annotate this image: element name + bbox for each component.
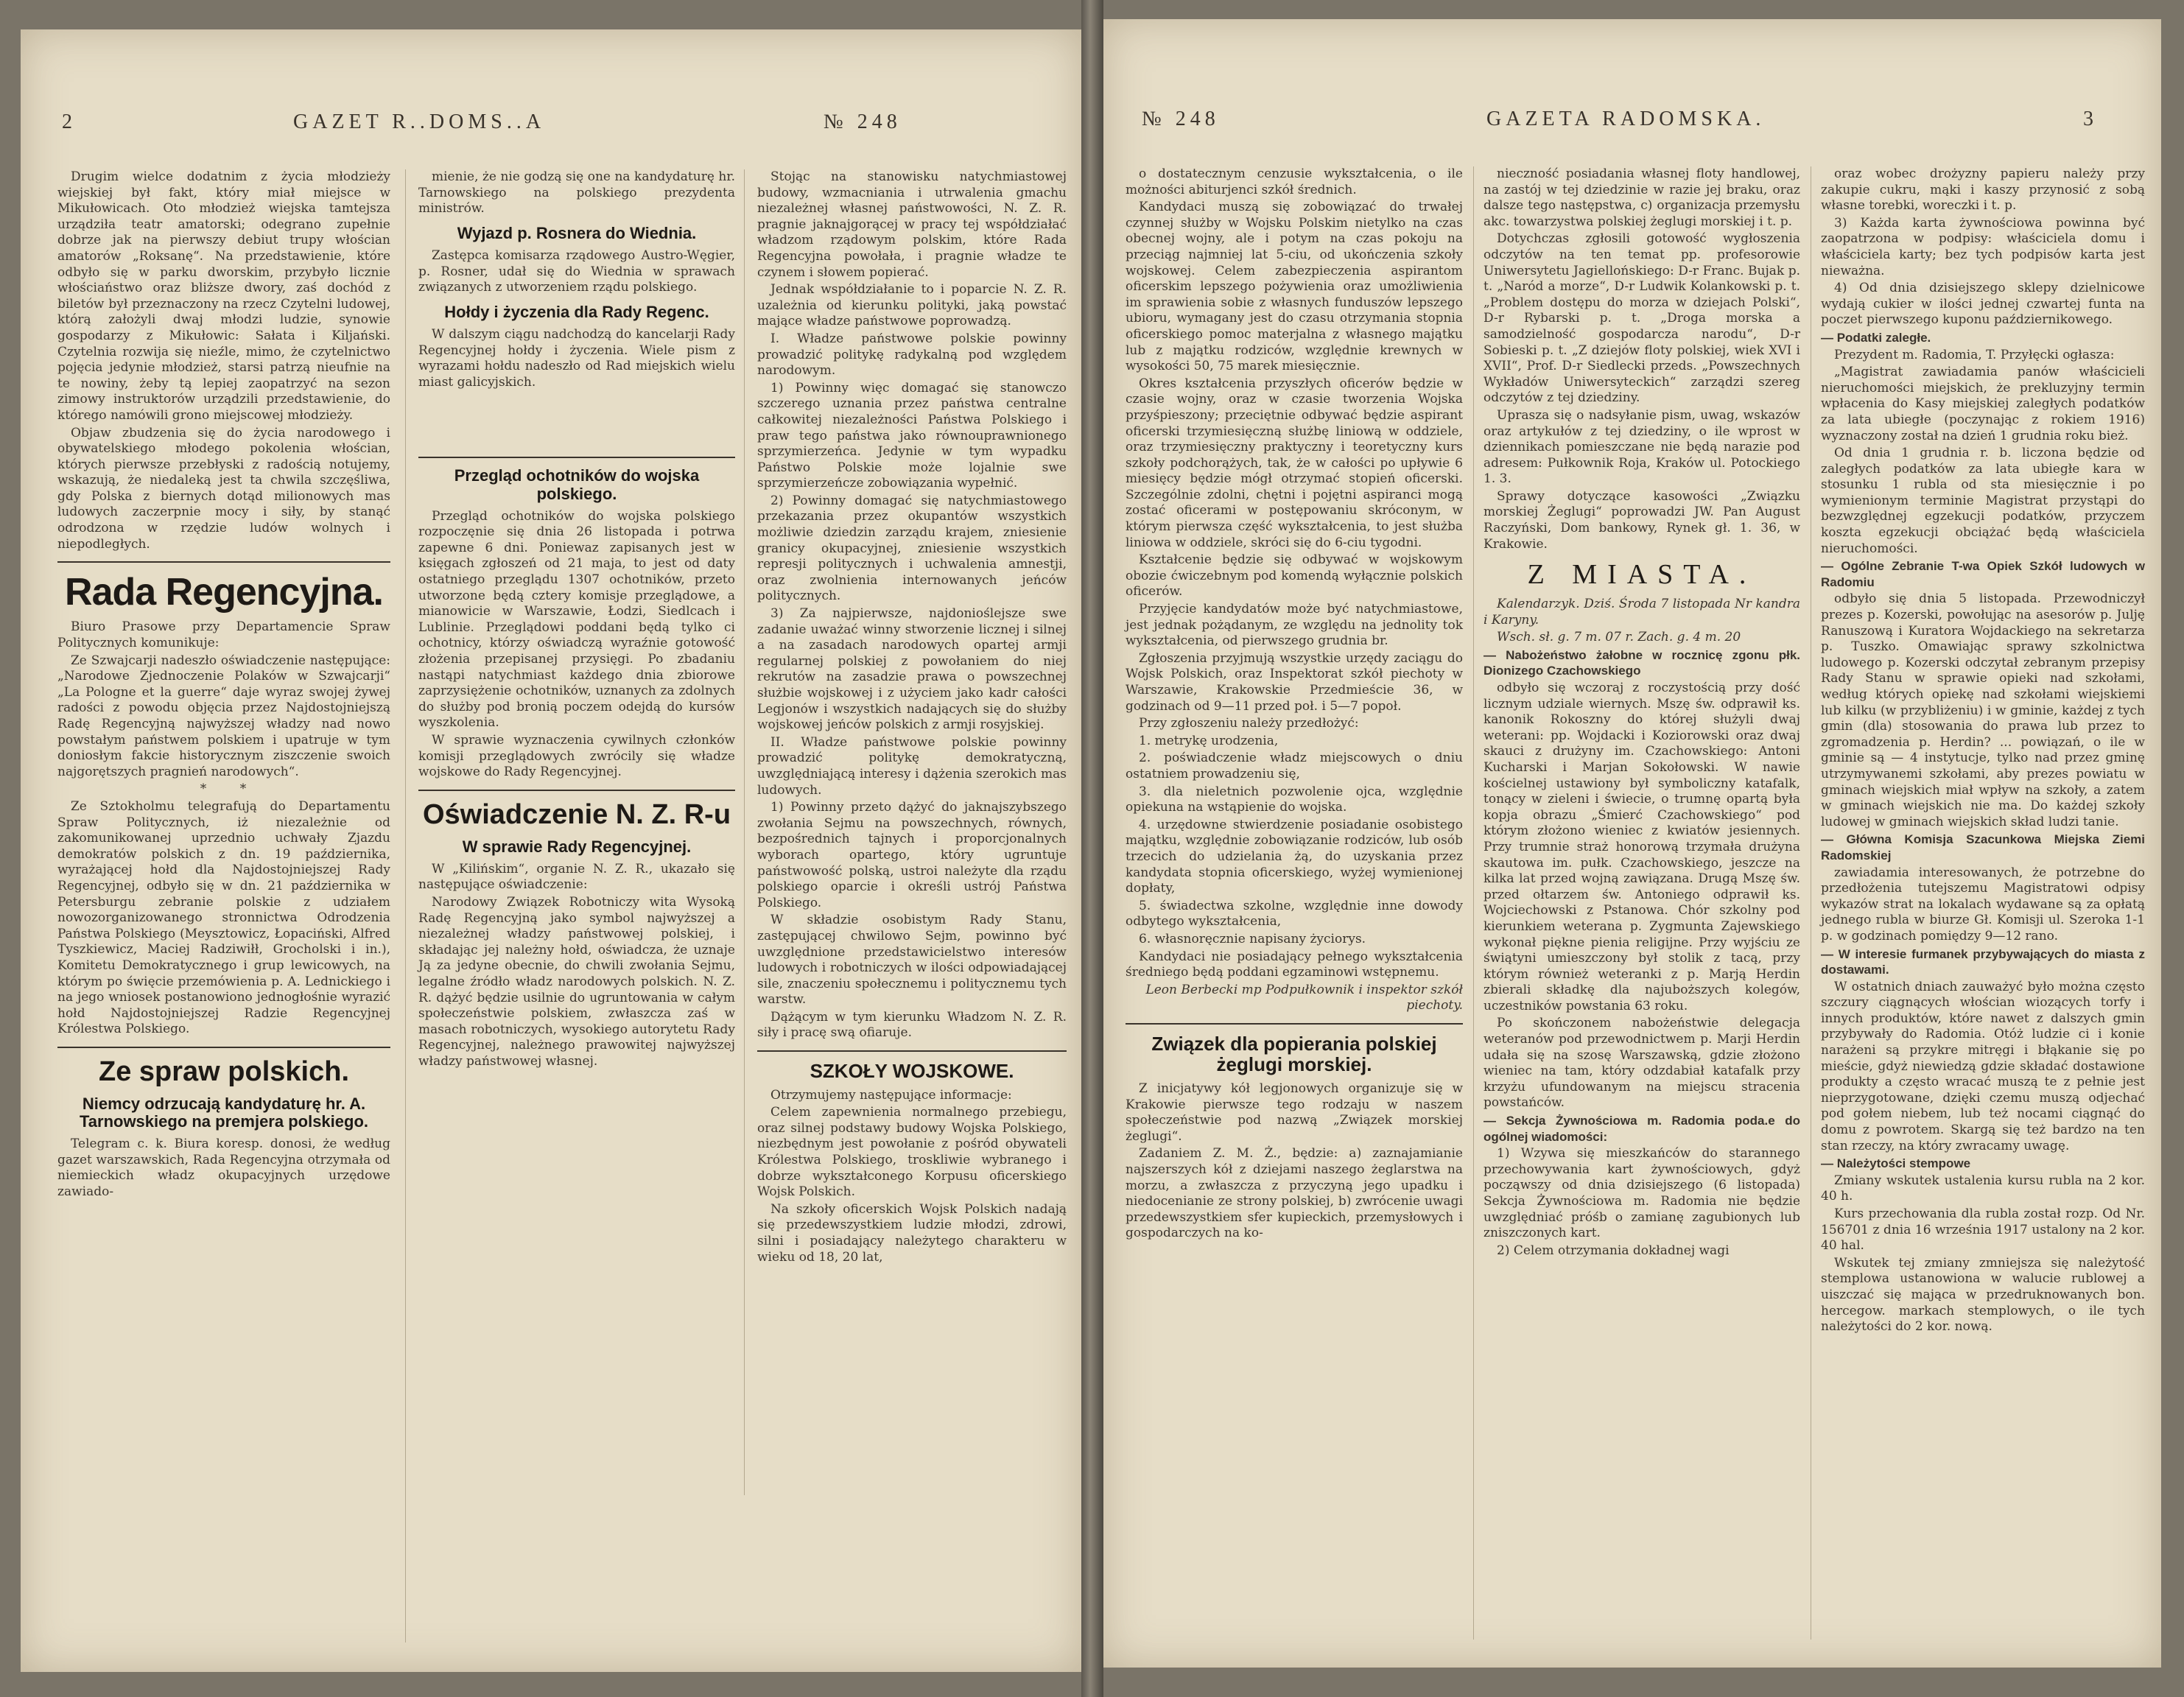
paragraph: W składzie osobistym Rady Stanu, zastępującej chwilowo Sejm, powinno być uwzględnione przedstawicielstwo interesów ludowych i robotniczych w ilości odpowiadającej sile, znaczeniu społecznemu i politycznemu tych warstw. xyxy=(757,913,1067,1008)
headline-spraw: Ze spraw polskich. xyxy=(99,1055,349,1087)
headline-oswiadczenie: Oświadczenie N. Z. R-u xyxy=(422,798,731,830)
headline-miasta: Z MIASTA. xyxy=(1527,559,1757,591)
paragraph: Biuro Prasowe przy Departamencie Spraw Politycznych komunikuje: xyxy=(57,619,390,651)
paragraph: o dostatecznym cenzusie wykształcenia, o ile możności abiturjenci szkół średnich. xyxy=(1126,166,1463,197)
paragraph: Otrzymujemy następujące informacje: xyxy=(770,1087,1012,1103)
paragraph: Kandydaci nie posiadający pełnego wykształcenia średniego będą poddani egzaminowi wstępnemu. xyxy=(1126,949,1463,980)
subheadline-furmanki: — W interesie furmanek przybywających do miasta z dostawami. xyxy=(1821,946,2145,977)
paragraph: Okres kształcenia przyszłych oficerów będzie w czasie wojny, oraz w czasie tworzenia Wojska przyśpieszony; przeciętnie odbywać będzie aspirant oficerski trzymiesięczną służbę liniową w oddziele, oraz trzymiesięczny praktyczny i teoretyczny kurs szkoły podchorążych, tak, że w całości po upływie 6 miesięcy będzie mógł otrzymać stopień oficerski. Szczególnie zdolni, chętni i pojętni aspiranci mogą zostać oficerami w postępowaniu skróconym, w którym pierwsza część wykształcenia, to jest służba liniowa w oddziele, skróci się do 6-ciu tygodni. xyxy=(1126,376,1463,550)
paragraph: Zgłoszenia przyjmują wszystkie urzędy zaciągu do Wojsk Polskich, oraz Inspektorat szkół piechoty w Warszawie, Krakowskie Przedmieście 36, w godzinach od 9—11 przed poł. i 5—7 popoł. xyxy=(1126,650,1463,714)
paragraph: Zastępca komisarza rządowego Austro-Węgier, p. Rosner, udał się do Wiednia w sprawach związanych z utworzeniem rządu polskiego. xyxy=(418,247,735,295)
paragraph: Celem zapewnienia normalnego przebiegu, oraz silnej podstawy budowy Wojska Polskiego, niezbędnym jest powołanie z pośród obywateli Królestwa Polskiego, troskliwie wybranego i dobrze wykształconego Korpusu oficerskiego Wojsk Polskich. xyxy=(757,1105,1067,1200)
column-divider xyxy=(1473,166,1474,1640)
column-divider xyxy=(405,169,406,1642)
column-divider xyxy=(744,169,745,1495)
headline-zwiazek: Związek dla popierania polskiej żeglugi morskiej. xyxy=(1151,1032,1437,1076)
paragraph: Jednak współdziałanie to i poparcie N. Z. R. uzależnia od kierunku polityki, jaką powstać mające władze państwowe poprowadzą. xyxy=(757,282,1067,329)
paragraph: W sprawie wyznaczenia cywilnych członków komisji przeglądowych zwrócily się władze wojskowe do Rady Regencyjnej. xyxy=(418,733,735,780)
headline-holdy: Hołdy i życzenia dla Rady Regenc. xyxy=(444,302,709,321)
paragraph: I. Władze państwowe polskie powinny prowadzić politykę radykalną pod względem narodowym. xyxy=(757,331,1067,379)
headline-rosner: Wyjazd p. Rosnera do Wiednia. xyxy=(457,223,697,242)
right-page xyxy=(1103,19,2161,1668)
paragraph: Sprawy dotyczące kasowości „Związku morskiej Żeglugi“ poprowadzi JW. Pan August Raczyński, Dom bankowy, Rynek gł. 1. 36, w Krakowie. xyxy=(1483,488,1800,552)
paragraph: Od dnia 1 grudnia r. b. liczona będzie od zaległych podatków za lata ubiegłe kara w stosunku 1 rubla od sta miesięcznie i po wymienionym terminie Magistrat przystąpi do bezwzględnej egzekucji podatków, przyczem koszta egzekucji obciążać będą właściciela nieruchomości. xyxy=(1821,446,2145,556)
paragraph: Z inicjatywy kół legjonowych organizuje się w Krakowie pierwsze tego rodzaju w naszem społeczeństwie pod nazwą „Związek morskiej żeglugi“. xyxy=(1126,1081,1463,1144)
paragraph: Drugim wielce dodatnim z życia młodzieży wiejskiej był fakt, który miał miejsce w Mikułowicach. Oto młodzież wiejska tamtejsza urządziła teatr amatorski; odegrano zupełnie dobrze jak na pierwszy debiut trupy włościan amatorów „Roksanę“. Na przedstawienie, które odbyło się w parku dworskim, przybyło licznie włościaństwo oraz bliższe dwory, zaś dochód z biletów był przeznaczony na rzecz Czytelni ludowej, którą założyli dwaj młodzi ludzie, synowie gospodarzy z Mikułowic: Sałata i Kiljański. Czytelnia rozwija się nieźle, mimo, że czytelnictwo pojęcia jedynie młodzież, starsi patrzą nieufnie na te nowiny, żeby tą lepiej zaopatrzyć na sezon zimowy instruktorów urządzili przedstawienie, do którego namówili grono miejscowej młodzieży. xyxy=(57,169,390,423)
calendar-line: Kalendarzyk. Dziś. Środa 7 listopada Nr kandra i Karyny. xyxy=(1483,597,1800,628)
signature: Leon Berbecki mp Podpułkownik i inspektor szkół piechoty. xyxy=(1145,982,1463,1013)
paragraph: Kształcenie będzie się odbywać w wojskowym obozie ćwiczebnym pod komendą wyłącznie polskich oficerów. xyxy=(1126,552,1463,600)
paragraph: 1) Wzywa się mieszkańców do starannego przechowywania kart żywnościowych, gdyż począwszy od dnia dzisiejszego (6 listopada) Sekcja Żywnościowa m. Radomia nie będzie uwzględniać próśb o zamianę zagubionych lub zniszczonych kart. xyxy=(1483,1146,1800,1241)
paragraph: Objaw zbudzenia się do życia narodowego i obywatelskiego młodego pokolenia włościan, których pierwsze przebłyski z radością notujemy, wskazują, że niedaleką jest ta chwila szczęśliwa, gdy Polska z biernych dotąd milionowych mas ludowych zaczerpnie mocy i siły, by stanąć odrodzona w rzędzie ludów wolnych i niepodległych. xyxy=(57,425,390,552)
paragraph: Na szkoły oficerskich Wojsk Polskich nadają się przedewszystkiem ludzie młodzi, zdrowi, silni i posiadający należytego charakteru w wieku od 18, 20 lat, xyxy=(757,1201,1067,1265)
column-2 xyxy=(1483,166,1800,1260)
paragraph: Po skończonem nabożeństwie delegacja weteranów pod przewodnictwem p. Marji Herdin udała się na szosę Warszawską, gdzie złożono wieniec na tam, który odzdabiał katafalk przy krzyżu ufundowanym na miejscu stracenia powstańców. xyxy=(1483,1016,1800,1111)
paragraph: 2. poświadczenie władz miejscowych o dniu ostatniem prowadzeniu się, xyxy=(1126,751,1463,781)
paragraph: zawiadamia interesowanych, że potrzebne do przedłożenia tutejszemu Magistratowi odpisy wykazów strat na lokalach wydawane są za opłatą jednego rubla w biurze Gł. Komisji ul. Szeroka 1-1 p. w godzinach pomiędzy 9—12 rano. xyxy=(1821,865,2145,944)
divider xyxy=(757,1050,1067,1052)
divider xyxy=(418,457,735,458)
paragraph: Prezydent m. Radomia, T. Przyłęcki ogłasza: xyxy=(1834,347,2115,362)
divider xyxy=(57,561,390,563)
subheadline-niemcy: Niemcy odrzucają kandydaturę hr. A. Tarnowskiego na premjera polskiego. xyxy=(79,1094,369,1131)
divider xyxy=(1126,1023,1463,1025)
paragraph: Telegram c. k. Biura koresp. donosi, że według gazet warszawskich, Rada Regencyjna otrzymała od niemieckich władz okupacyjnych urzędowe zawiado- xyxy=(57,1136,390,1199)
paragraph: nieczność posiadania własnej floty handlowej, na zastój w tej dziedzinie w razie jej braku, oraz dalsze tego następstwa, c) organizacja przemysłu akc. towarzystwa polskiej żeglugi morskiej i t. p. xyxy=(1483,166,1800,229)
masthead: GAZETA RADOMSKA. xyxy=(1486,108,1766,130)
subheadline-nabozenstwo: — Nabożeństwo żałobne w rocznicę zgonu płk. Dionizego Czachowskiego xyxy=(1483,647,1800,678)
separator-stars: * * xyxy=(200,781,261,797)
paragraph: Zmiany wskutek ustalenia kursu rubla na 2 kor. 40 h. xyxy=(1821,1173,2145,1204)
column-1 xyxy=(1126,166,1463,1243)
paragraph: Uprasza się o nadsyłanie pism, uwag, wskazów oraz artykułów z tej dziedziny, o ile wprost w dziennikach pomieszczane nie będą narazie pod adresem: Pułkownik Roja, Kraków ul. Potockiego 1. 3. xyxy=(1483,407,1800,487)
paragraph: odbyło się wczoraj z roczystością przy dość licznym udziale wiernych. Mszę św. odprawił ks. kanonik Rokoszny do której służyli dwaj weterani: pp. Wojdacki i Koziorowski oraz dwaj skauci z drużyny im. Czachowskiego: Antoni Kucharski i Marjan Sokołowski. W nawie kościelnej ustawiony był symboliczny katafalk, tonący w zieleni i świecie, o trumnę opartą była kopja obrazu „Śmierć Czachowskiego“ pod którym złożono wieniec z kwiatów jesiennych. Przy trumnie straż honorową trzymała drużyna skautowa im. pułk. Czachowskiego, jeszcze na kilka lat przed wojną zawiązana. Drugą Mszę św. przed ołtarzem św. Antoniego odprawił ks. Wojciechowski z Pstanowa. Chór szkolny pod kierunkiem weterana p. Zygmunta Zajewskiego wykonał piękne pienia religijne. Przy wyjściu ze świątyni umieszczony był stolik z tacą, przy którym również weteranki z p. Marją Herdin zbierali składkę dla najuboższych kolegów, uczestników powstania 63 roku. xyxy=(1483,681,1800,1013)
paragraph: Wskutek tej zmiany zmniejsza się należytość stemplowa ustanowiona w walucie rublowej a uiszczać się mająca w przedruknowanych bon. hercegow. markach stemplowych, o ile tych należytości do 2 kor. nową. xyxy=(1821,1255,2145,1335)
issue-number: № 248 xyxy=(824,110,902,133)
paragraph: 3. dla nieletnich pozwolenie ojca, względnie opiekuna na wstąpienie do wojska. xyxy=(1126,784,1463,815)
subheadline-komisja: — Główna Komisja Szacunkowa Miejska Ziemi Radomskiej xyxy=(1821,832,2145,862)
sun-times: Wsch. sł. g. 7 m. 07 r. Zach. g. 4 m. 20 xyxy=(1497,630,1741,645)
paragraph: W dalszym ciągu nadchodzą do kancelarji Rady Regencyjnej hołdy i życzenia. Wiele pism z wyrazami hołdu nadeszło od Rad miejskich wielu miast galicyjskich. xyxy=(418,326,735,390)
paragraph: Ze Sztokholmu telegrafują do Departamentu Spraw Politycznych, iż niezależnie od zakomunikowanej uprzednio uchwały Zjazdu demokratów polskich z dn. 19 października, wyrażającej hołd dla Najdostojniejszej Rady Regencyjnej, odbyło się w dn. 21 października w Petersburgu zebranie polskie z udziałem nowozorganizowanego stronnictwa Odrodzenia Państwa Polskiego (Meysztowicz, Łopaciński, Alfred Tyszkiewicz, Maciej Radziwiłł, Grocholski i in.), Komitetu Demokratycznego i grup lewicowych, na którym po święcie przemówienia p. A. Lednickiego i na jego wniosek postanowiono jednogłośnie wyrazić hołd Najdostojniejszej Radzie Regencyjnej Królestwa Polskiego. xyxy=(57,798,390,1037)
subheadline-podatki: — Podatki zaległe. xyxy=(1821,330,1931,345)
column-1 xyxy=(57,169,390,1201)
paragraph: II. Władze państwowe polskie powinny prowadzić politykę demokratyczną, uwzględniającą interesy i dążenia szerokich mas ludowych. xyxy=(757,734,1067,798)
paragraph: Dotychczas zgłosili gotowość wygłoszenia odczytów na ten temat pp. profesorowie Uniwersytetu Jagiellońskiego: D-r Franc. Bujak p. t. „Naród a morze“, D-r Ludwik Kolankowski p. t. „Problem dostępu do morza w dziejach Polski“, D-r Rybarski p. t. „Droga morska a samodzielność gospodarcza narodu“, D-r Sobieski p. t. „Z dziejów floty polskiej, wiek XVI i XVII“, Prof. D-r Siedlecki przeds. „Powszechnych Wykładów Uniwersyteckich“ zarządzi szereg odczytów z tej dziedziny. xyxy=(1483,231,1800,406)
book-spine xyxy=(1081,0,1103,1697)
subheadline-ogolne: — Ogólne Zebranie T-wa Opiek Szkół ludowych w Radomiu xyxy=(1821,559,2145,589)
paragraph: 1. metrykę urodzenia, xyxy=(1139,733,1279,748)
paragraph: Kandydaci muszą się zobowiązać do trwałej czynnej służby w Wojsku Polskim nietylko na czas obecnej wojny, ale i potym na czas pokoju na przeciąg najmniej lat 5-ciu, od ukończenia szkoły wojskowej. Celem zabezpieczenia aspirantom oficerskim lepszego pożywienia oraz umożliwienia im sprawienia sobie z własnych funduszów lepszego ubioru, wymagany jest do czasu otrzymania stopnia oficerskiego pomoc materjalna z własnego majątku lub z majątku rodziców, względnie krewnych w wysokości 50, 75 marek miesięcznie. xyxy=(1126,200,1463,374)
paragraph: 2) Celem otrzymania dokładnej wagi xyxy=(1497,1243,1730,1258)
left-page xyxy=(21,29,1081,1672)
paragraph: 4) Od dnia dzisiejszego sklepy dzielnicowe wydają cukier w ilości jednej czwartej funta na poczet pierwszego kuponu październikowego. xyxy=(1821,281,2145,328)
page-number: 2 xyxy=(62,110,77,133)
paragraph: 2) Powinny domagać się natychmiastowego przekazania przez okupantów wszystkich możliwie dziedzin zarządu krajem, zniesienie granicy okupacyjnej, zniesienie wszystkich represji politycznych i uchwalenia amnestji, oraz zwolnienia internowanych jeńców politycznych. xyxy=(757,493,1067,604)
paragraph: Ze Szwajcarji nadeszło oświadczenie następujące: „Narodowe Zjednoczenie Polaków w Szwajcarji“ „La Pologne et la guerre“ daje wyraz swojej żywej radości z powodu objęcia przez Najdostojniejszą Radę Regencyjną najwyższej władzy nad nowo powstałym państwem polskiem i upatruje w tym doniosłym fakcie historycznym ziszczenie swoich najgorętszych pragnień narodowych“. xyxy=(57,653,390,779)
issue-number: № 248 xyxy=(1142,108,1220,130)
paragraph: mienie, że nie godzą się one na kandydaturę hr. Tarnowskiego na polskiego prezydenta ministrów. xyxy=(418,169,735,217)
column-2 xyxy=(418,169,735,1071)
paragraph: 4. urzędowne stwierdzenie posiadanie osobistego majątku, względnie zobowiązanie rodziców, lub osób trzecich do udzielania żą, do uzyskania przez kandydata stopnia oficerskiego, wyżej wymienionej dopłaty, xyxy=(1126,817,1463,896)
paragraph: 1) Powinny przeto dążyć do jaknajszybszego zwołania Sejmu na powszechnych, równych, bezpośrednich tajnych i proporcjonalnych wyborach opartego, który ugruntuje państwowość polską, ustroi należyte dla rządu polskiego oparcie i określi ustrój Państwa Polskiego. xyxy=(757,800,1067,910)
paragraph: 6. własnoręcznie napisany życiorys. xyxy=(1139,931,1366,946)
paragraph: Zadaniem Z. M. Ż., będzie: a) zaznajamianie najszerszych kół z dziejami naszego żeglarstwa na morzu, a zwłaszcza z przyczyną jego upadku i niedocenianie ze strony polskiej, b) zwrócenie uwagi przedewszystkiem sfer kupieckich, przemysłowych i gospodarczych na ko- xyxy=(1126,1146,1463,1241)
paragraph: Stojąc na stanowisku natychmiastowej budowy, wzmacniania i utrwalenia gmachu niezależnej własnej państwowości, N. Z. R. pragnie jaknajgorącej w pracy tej współdziałać władzom rządowym polskim, które Rada Regencyjna powołała, i pragnie władze te czynem i słowem popierać. xyxy=(757,169,1067,280)
paragraph: odbyło się dnia 5 listopada. Przewodniczył prezes p. Kozerski, powołując na asesorów p. Julję Ranuszową i Kuratora Wojdackiego na sekretarza p. Tuszko. Omawiając sprawy szkolnictwa ludowego p. Kozerski odczytał zebranym przepisy Rady Stanu w sprawie opieki nad szkołami, według których opiekę nad szkołami wiejskiemi lub kilku (w przybliżeniu) i w gminie, każdej z tych gmin (dla) stosowania do prawa lub przez to zgromadzenia p. Herdin? ... powiązań, o ile w gminie są — 4 instytucje, tylko nad przez gminę utrzymywanemi szkołami, aby prezes powiatu w gminach wiejskich miał wpływ na szkoły, a zatem w gminach wiejskich nie ma. Do każdej szkoły ludowej w gminach wiejskich skład ludzi tanie. xyxy=(1821,591,2145,829)
subheadline-oswiadczenie: W sprawie Rady Regencyjnej. xyxy=(462,837,692,856)
subheadline-stempel: — Należytości stempowe xyxy=(1821,1156,1971,1171)
paragraph: Przy zgłoszeniu należy przedłożyć: xyxy=(1139,716,1359,731)
headline-rada: Rada Regencyjna. xyxy=(65,571,383,614)
column-3 xyxy=(1821,166,2145,1337)
paragraph: Dążącym w tym kierunku Władzom N. Z. R. siły i pracę swą ofiaruje. xyxy=(757,1009,1067,1041)
paragraph: Przyjęcie kandydatów może być natychmiastowe, jest jednak pożądanym, ze względu na jednolity tok wykształcenia, od pierwszego grudnia br. xyxy=(1126,602,1463,649)
divider xyxy=(418,790,735,791)
paragraph: 5. świadectwa szkolne, względnie inne dowody odbytego wykształcenia, xyxy=(1126,898,1463,930)
column-3 xyxy=(757,169,1067,1267)
paragraph: Kurs przechowania dla rubla został rozp. Od Nr. 156701 z dnia 16 września 1917 ustalony na 2 kor. 40 hal. xyxy=(1821,1206,2145,1254)
headline-szkoly: SZKOŁY WOJSKOWE. xyxy=(810,1060,1014,1083)
page-number: 3 xyxy=(2083,108,2098,130)
subheadline-sekcja: — Sekcja Żywnościowa m. Radomia poda.e do ogólnej wiadomości: xyxy=(1483,1114,1800,1144)
headline-przeglad: Przegląd ochotników do wojska polskiego. xyxy=(454,466,700,503)
paragraph: W „Kilińskim“, organie N. Z. R., ukazało się następujące oświadczenie: xyxy=(418,861,735,893)
paragraph: W ostatnich dniach zauważyć było można często szczury ciągnących włościan wiozących torfy i innych produktów, które nawet z dalszych gmin przybywały do Radomia. Otóż ludzie ci i konie narażeni są przykre mitręgi i błąkanie się po mieście, gdyż niewiedzą gdzie składać dostawione produkty a często wracać muszą te z pełnie jest nieprzygotowane, dzięki czemu muszą odjechać pod gołem niebem, lub też nocami ciągnąć do domu z powrotem. Skargą się też bardzo na ten stan rzeczy, na który zwracamy uwagę. xyxy=(1821,979,2145,1153)
paragraph: oraz wobec drożyzny papieru należy przy zakupie cukru, mąki i kaszy przynosić z sobą własne torebki, woreczki i t. p. xyxy=(1821,166,2145,214)
paragraph: Narodowy Związek Robotniczy wita Wysoką Radę Regencyjną jako symbol najwyższej a niezależnej władzy państwowej polskiej, i składając jej należny hołd, oświadcza, że uznaje Ją za jedyne obecnie, do chwili zwołania Sejmu, legalne źródło władz narodowych polskich. N. Z. R. dążyć będzie usilnie do ugruntowania w całym społeczeństwie polskiem, zwłaszcza zaś w masach robotniczych, wysokiego autorytetu Rady Regencyjnej, należnego prawowitej najwyższej władzy państwowej własnej. xyxy=(418,894,735,1069)
paragraph: Przegląd ochotników do wojska polskiego rozpoczęnie się dnia 26 listopada i potrwa zapewne 6 dni. Poniewaz zapisanych jest w księgach zgłoszeń od 21 maja, to jest od daty ostatniego przeglądu 1307 ochotników, przeto utworzone będą cztery komisje przeglądowe, a mianowicie w Warszawie, Łodzi, Siedlcach i Lublinie. Przeglądowi poddani będą tylko ci ochotnicy, którzy oświadczą wyraźnie gotowość złożenia przepisanej przysięgi. Po zbadaniu nastąpi natychmiast każdego dnia zbiorowe zaprzysiężenie ochotników, uznanych za zdolnych do służby pod bronią poczem odejdą do kursów wyszkolenia. xyxy=(418,508,735,731)
paragraph: 1) Powinny więc domagać się stanowczo szczerego uznania przez państwa centralne całkowitej niezależności Państwa Polskiego i praw tego państwa jako równouprawnionego sprzymierzeńca. Jedynie w tym wypadku Państwo Polskie może lojalnie swe sprzymierzeńcze zobowiązania wypełnić. xyxy=(757,380,1067,491)
paragraph: 3) Za najpierwsze, najdonioślejsze swe zadanie uważać winny stworzenie licznej i silnej a na zasadach narodowych opartej armji regularnej polskiej z powołaniem do niej rekrutów na zasadzie prawa o powszechnej służbie wojskowej i z użyciem jako kadr całości Legjonów i wszystkich nadających się do służby wojskowej jeńców polskich z armji rosyjskiej. xyxy=(757,606,1067,733)
paragraph: „Magistrat zawiadamia panów właścicieli nieruchomości miejskich, że prekluzyjny termin wpłacenia do Kasy miejskiej zaległych podatków za lata ubiegłe (poczynając z rokiem 1916) wyznaczony został na dzień 1 grudnia roku bież. xyxy=(1821,365,2145,443)
divider xyxy=(57,1047,390,1048)
masthead: GAZET R..DOMS..A xyxy=(293,110,546,133)
paragraph: 3) Każda karta żywnościowa powinna być zaopatrzona w podpisy: właściciela domu i właściciela karty; bez tych podpisów karta jest nieważna. xyxy=(1821,215,2145,278)
